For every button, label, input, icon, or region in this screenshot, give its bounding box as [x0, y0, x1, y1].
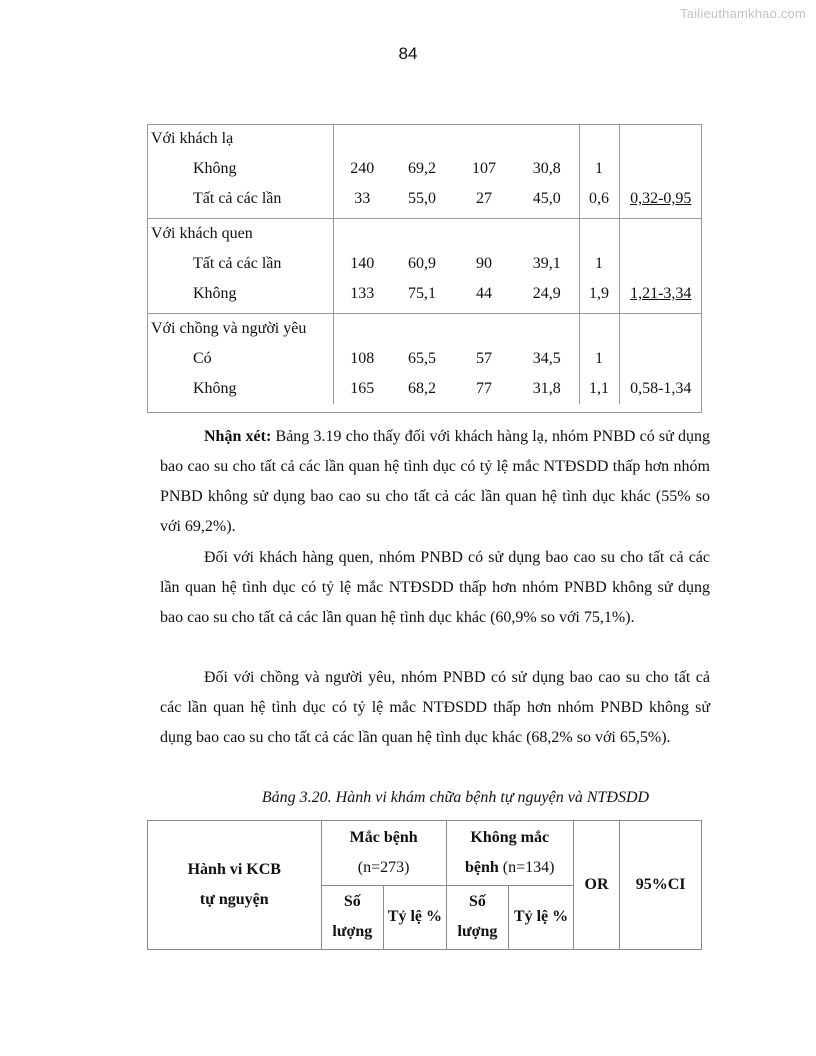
header-sick-count: [321, 885, 384, 950]
cell-sick-rate: 60,9: [408, 255, 436, 272]
table-row: [147, 184, 702, 219]
cell-sick-count: 140: [350, 255, 375, 272]
cell-sick-count: 133: [350, 285, 375, 302]
cell-sick-count: 165: [350, 380, 375, 397]
cell-sick-rate: 75,1: [408, 285, 436, 302]
cell-sick-count: 240: [350, 160, 375, 177]
cell-notsick-rate: 34,5: [515, 344, 579, 374]
remark-paragraph-3: Đối với chồng và người yêu, nhóm PNBD có sử dụng bao cao su cho tất cả các lần quan hệ tình dục có tỷ lệ mắc NTĐSDD thấp hơn nhóm PNBD không sử dụng bao cao su cho tất cả các lần quan hệ tình dục khác (68,2% so với 65,5%).: [160, 669, 710, 746]
row-label: Không: [147, 279, 333, 314]
header-count-line2: lượng: [332, 923, 373, 941]
remark-heading: Nhận xét:: [204, 428, 272, 445]
header-count2-line2: lượng: [457, 923, 498, 941]
cell-sick-rate: 69,2: [408, 160, 436, 177]
group-label: Với khách quen: [147, 219, 333, 250]
table-3-20: [147, 820, 702, 950]
remark-paragraph-1: [160, 422, 710, 542]
table-group-header: [147, 219, 702, 250]
cell-sick-count: 108: [350, 350, 375, 367]
header-sick-rate: Tỷ lệ %: [384, 885, 447, 950]
header-notsick-line2a: bệnh: [465, 858, 499, 876]
header-ci: 95%CI: [620, 821, 702, 950]
cell-sick-rate: 65,5: [408, 350, 436, 367]
header-sick-line2: (n=273): [357, 858, 410, 876]
table-row: [147, 279, 702, 314]
header-notsick: [446, 821, 573, 886]
cell-notsick-count: 107: [472, 160, 496, 177]
header-behavior-line2: tự nguyện: [199, 891, 269, 908]
remark-text-1: Bảng 3.19 cho thấy đối với khách hàng lạ, nhóm PNBD có sử dụng bao cao su cho tất cả các lần quan hệ tình dục có tỷ lệ mắc NTĐSDD thấp hơn nhóm PNBD không sử dụng bao cao su cho tất cả các lần quan hệ tình dục khác (55% so với 69,2%).: [160, 428, 711, 535]
group-label: Với chồng và người yêu: [147, 314, 333, 345]
cell-notsick-count: 77: [476, 380, 492, 397]
cell-or: 1,9: [579, 279, 619, 314]
header-notsick-rate: Tỷ lệ %: [509, 885, 574, 950]
cell-notsick-rate: 45,0: [515, 184, 579, 219]
row-label: Không: [147, 374, 333, 404]
cell-or: 1: [579, 154, 619, 184]
table-row: [147, 374, 702, 404]
cell-notsick-count: 44: [476, 285, 492, 302]
cell-notsick-rate: 39,1: [515, 249, 579, 279]
remark-paragraph-2: Đối với khách hàng quen, nhóm PNBD có sử dụng bao cao su cho tất cả các lần quan hệ tình dục có tỷ lệ mắc NTĐSDD thấp hơn nhóm PNBD không sử dụng bao cao su cho tất cả các lần quan hệ tình dục khác (60,9% so với 75,1%).: [160, 549, 710, 626]
header-behavior-line1: Hành vi KCB: [187, 861, 281, 878]
table-row: [147, 249, 702, 279]
cell-or: 1: [579, 344, 619, 374]
watermark: Tailieuthamkhao.com: [680, 6, 806, 21]
header-sick: [321, 821, 446, 886]
header-or: OR: [573, 821, 619, 950]
header-count-line1: Số: [343, 893, 361, 911]
header-notsick-line1: Không mắc: [470, 828, 550, 846]
page-number: 84: [398, 44, 418, 63]
cell-notsick-count: 57: [476, 350, 492, 367]
group-label: Với khách lạ: [147, 124, 333, 154]
cell-ci: [619, 154, 702, 184]
cell-ci: 0,58-1,34: [630, 380, 692, 397]
cell-sick-count: 33: [354, 190, 371, 207]
row-label: Có: [147, 344, 333, 374]
cell-notsick-rate: 30,8: [515, 154, 579, 184]
cell-ci: 1,21-3,34: [630, 285, 692, 302]
table-3-19-continued: [147, 124, 702, 404]
cell-notsick-count: 90: [476, 255, 492, 272]
header-behavior: [148, 821, 322, 950]
cell-sick-rate: 55,0: [408, 190, 436, 207]
header-count2-line1: Số: [469, 893, 486, 911]
cell-sick-rate: 68,2: [408, 380, 436, 397]
header-notsick-line2b: (n=134): [498, 858, 555, 876]
table-group-header: [147, 124, 702, 154]
cell-notsick-count: 27: [476, 190, 492, 207]
cell-or: 1,1: [579, 374, 619, 404]
row-label: Tất cả các lần: [147, 184, 333, 219]
cell-ci: 0,32-0,95: [630, 190, 692, 207]
table-group-header: [147, 314, 702, 345]
table-caption: Bảng 3.20. Hành vi khám chữa bệnh tự nguyện và NTĐSDD: [261, 789, 650, 806]
table-row: [147, 154, 702, 184]
cell-or: 1: [579, 249, 619, 279]
row-label: Tất cả các lần: [147, 249, 333, 279]
header-sick-line1: Mắc bệnh: [349, 828, 418, 846]
cell-ci: [619, 249, 702, 279]
header-notsick-count: [446, 885, 509, 950]
cell-notsick-rate: 24,9: [515, 279, 579, 314]
cell-or: 0,6: [579, 184, 619, 219]
cell-ci: [619, 344, 702, 374]
row-label: Không: [147, 154, 333, 184]
cell-notsick-rate: 31,8: [515, 374, 579, 404]
table-row: [147, 344, 702, 374]
